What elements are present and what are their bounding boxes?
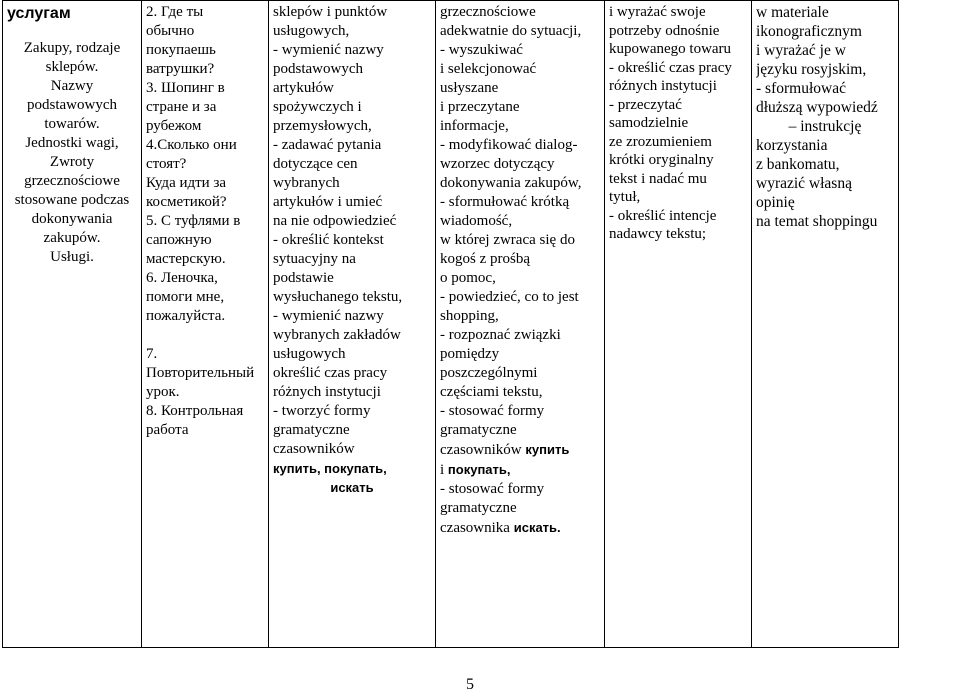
topic-line: Usługi. bbox=[50, 249, 94, 265]
knowledge-line: usługowych, bbox=[273, 23, 350, 39]
knowledge-line: na nie odpowiedzieć bbox=[273, 213, 397, 229]
writing-line: dłuższą wypowiedź bbox=[756, 99, 878, 116]
knowledge-line: przemysłowych, bbox=[273, 118, 372, 134]
lesson-line: 7. bbox=[146, 346, 158, 362]
skill-line: i selekcjonować bbox=[440, 61, 537, 77]
verb-bold: искать. bbox=[513, 520, 561, 535]
knowledge-line: określić czas pracy bbox=[273, 365, 388, 381]
knowledge-line: podstawowych bbox=[273, 61, 363, 77]
verb-forms-line: искать bbox=[330, 480, 374, 495]
reading-line: samodzielnie bbox=[609, 115, 689, 131]
knowledge-line: dotyczące cen bbox=[273, 156, 358, 172]
knowledge-cell bbox=[269, 1, 436, 648]
knowledge-line: - zadawać pytania bbox=[273, 137, 382, 153]
page-number: 5 bbox=[466, 676, 474, 693]
skill-line: - powiedzieć, co to jest bbox=[440, 289, 579, 305]
skill-line-text: i bbox=[440, 462, 448, 478]
reading-line: tytuł, bbox=[609, 189, 641, 205]
knowledge-line: usługowych bbox=[273, 346, 346, 362]
knowledge-line: artykułów i umieć bbox=[273, 194, 383, 210]
knowledge-line: wysłuchanego tekstu, bbox=[273, 289, 403, 305]
table-row bbox=[3, 1, 899, 648]
skill-line bbox=[440, 518, 600, 538]
knowledge-line: - wymienić nazwy bbox=[273, 42, 384, 58]
writing-line: i wyrażać je w bbox=[756, 42, 846, 59]
skill-line-text: czasownika bbox=[440, 520, 514, 536]
lesson-line: 3. Шопинг в bbox=[146, 80, 225, 96]
lesson-line: косметикой? bbox=[146, 194, 227, 210]
topic-line: Nazwy bbox=[50, 78, 94, 94]
knowledge-line: spożywczych i bbox=[273, 99, 362, 115]
verb-bold: покупать, bbox=[447, 462, 511, 477]
lesson-line: 6. Леночка, bbox=[146, 270, 218, 286]
skill-line: o pomoc, bbox=[440, 270, 496, 286]
writing-line: korzystania bbox=[756, 137, 828, 154]
topic-line: stosowane podczas bbox=[14, 192, 130, 208]
skill-line-text: czasowników bbox=[440, 442, 526, 458]
skill-line: kogoś z prośbą bbox=[440, 251, 530, 267]
topic-line: zakupów. bbox=[43, 230, 101, 246]
knowledge-line: wybranych zakładów bbox=[273, 327, 401, 343]
topic-line: towarów. bbox=[44, 116, 100, 132]
knowledge-line: wybranych bbox=[273, 175, 340, 191]
topic-line: Zwroty bbox=[49, 154, 95, 170]
reading-line: krótki oryginalny bbox=[609, 152, 714, 168]
lesson-line: помоги мне, bbox=[146, 289, 225, 305]
lesson-line: Куда идти за bbox=[146, 175, 227, 191]
skill-line bbox=[440, 440, 600, 460]
knowledge-line: gramatyczne bbox=[273, 422, 350, 438]
lesson-line: 5. С туфлями в bbox=[146, 213, 241, 229]
writing-line: w materiale bbox=[756, 4, 829, 21]
verb-forms-line: купить, покупать, bbox=[273, 461, 387, 476]
writing-line: wyrazić własną bbox=[756, 175, 852, 192]
reading-line: - określić intencje bbox=[609, 207, 717, 224]
skill-line: częściami tekstu, bbox=[440, 384, 543, 400]
knowledge-line: - tworzyć formy bbox=[273, 403, 371, 419]
writing-line: ikonograficznym bbox=[756, 23, 862, 40]
topic-line: grzecznościowe bbox=[24, 173, 120, 189]
lesson-line: Повторительный bbox=[146, 365, 255, 381]
writing-skills-cell bbox=[752, 1, 899, 648]
skill-line: grzecznościowe bbox=[440, 4, 536, 20]
writing-line: – instrukcję bbox=[788, 118, 862, 135]
skills-cell bbox=[436, 1, 605, 648]
reading-line: nadawcy tekstu; bbox=[609, 226, 707, 242]
topic-line: sklepów. bbox=[45, 59, 99, 75]
lesson-line: работа bbox=[146, 422, 189, 438]
knowledge-line: podstawie bbox=[273, 270, 334, 286]
knowledge-line: czasowników bbox=[273, 441, 355, 457]
skill-line: poszczególnymi bbox=[440, 365, 538, 381]
lesson-line: стоят? bbox=[146, 156, 187, 172]
topic-line: podstawowych bbox=[27, 97, 117, 113]
knowledge-line: sytuacyjny na bbox=[273, 251, 356, 267]
skill-line: i przeczytane bbox=[440, 99, 520, 115]
knowledge-line: sklepów i punktów bbox=[273, 4, 388, 20]
skill-line: shopping, bbox=[440, 308, 499, 324]
writing-line: opinię bbox=[756, 194, 795, 211]
lesson-line: мастерскую. bbox=[146, 251, 226, 267]
reading-line: tekst i nadać mu bbox=[609, 170, 707, 187]
skill-line: - rozpoznać związki bbox=[440, 327, 561, 343]
reading-line: potrzeby odnośnie bbox=[609, 22, 720, 39]
reading-skills-cell bbox=[605, 1, 752, 648]
writing-line: z bankomatu, bbox=[756, 156, 840, 173]
topic-line: dokonywania bbox=[31, 211, 113, 227]
lesson-line: покупаешь bbox=[146, 42, 216, 58]
writing-line: - sformułować bbox=[756, 80, 846, 97]
writing-line: na temat shoppingu bbox=[756, 213, 878, 230]
skill-line: - wyszukiwać bbox=[440, 42, 523, 58]
skill-line: wiadomość, bbox=[440, 213, 513, 229]
knowledge-line: - określić kontekst bbox=[273, 232, 384, 248]
writing-line: języku rosyjskim, bbox=[756, 61, 867, 78]
skill-line: - stosować formy bbox=[440, 481, 545, 497]
reading-line: - określić czas pracy bbox=[609, 59, 732, 76]
skill-line: w której zwraca się do bbox=[440, 232, 575, 248]
skill-line: dokonywania zakupów, bbox=[440, 175, 582, 191]
knowledge-line: artykułów bbox=[273, 80, 334, 96]
spacer bbox=[146, 326, 264, 345]
lesson-line: сапожную bbox=[146, 232, 212, 248]
skill-line: gramatyczne bbox=[440, 422, 517, 438]
section-heading: услугам bbox=[7, 5, 71, 22]
skill-line: - modyfikować dialog- bbox=[440, 137, 578, 153]
reading-line: i wyrażać swoje bbox=[609, 4, 706, 20]
lesson-line: стране и за bbox=[146, 99, 217, 115]
lesson-line: 4.Сколько они bbox=[146, 137, 237, 153]
skill-line: pomiędzy bbox=[440, 346, 500, 362]
reading-line: kupowanego towaru bbox=[609, 41, 732, 57]
lesson-line: обычно bbox=[146, 23, 195, 39]
lesson-line: ватрушки? bbox=[146, 61, 215, 77]
knowledge-line: - wymienić nazwy bbox=[273, 308, 384, 324]
lesson-line: урок. bbox=[146, 384, 180, 400]
skill-line: - stosować formy bbox=[440, 403, 545, 419]
reading-line: ze zrozumieniem bbox=[609, 133, 712, 150]
skill-line: gramatyczne bbox=[440, 500, 517, 516]
verb-bold: купить bbox=[525, 442, 570, 457]
lesson-line: пожалуйста. bbox=[146, 308, 226, 324]
reading-line: - przeczytać bbox=[609, 96, 682, 113]
skill-line: adekwatnie do sytuacji, bbox=[440, 23, 582, 39]
lesson-line: рубежом bbox=[146, 118, 202, 134]
topic-cell bbox=[3, 1, 142, 648]
knowledge-line: różnych instytucji bbox=[273, 384, 381, 400]
lesson-line: 2. Где ты bbox=[146, 4, 204, 20]
curriculum-table bbox=[2, 0, 899, 648]
skill-line bbox=[440, 460, 600, 480]
topic-line: Jednostki wagi, bbox=[25, 135, 119, 151]
skill-line: informacje, bbox=[440, 118, 509, 134]
skill-line: - sformułować krótką bbox=[440, 194, 570, 210]
lesson-line: 8. Контрольная bbox=[146, 403, 244, 419]
skill-line: usłyszane bbox=[440, 80, 499, 96]
reading-line: różnych instytucji bbox=[609, 78, 717, 94]
lessons-cell bbox=[142, 1, 269, 648]
skill-line: wzorzec dotyczący bbox=[440, 156, 555, 172]
topic-line: Zakupy, rodzaje bbox=[23, 40, 121, 56]
